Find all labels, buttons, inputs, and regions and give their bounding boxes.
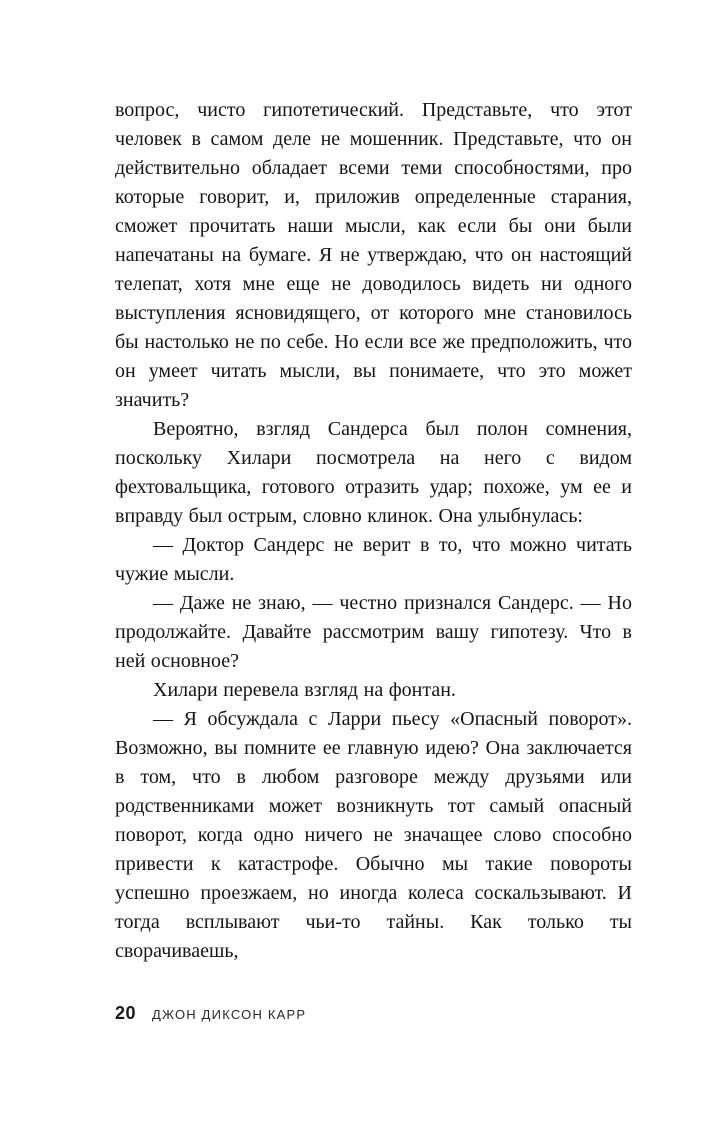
body-paragraph: вопрос, чисто гипотетический. Представьте, что этот человек в самом деле не мошенник. Представьте, что он действительно обладает всеми теми способностями, про которые говорит, и, приложив определенные старания, сможет прочитать наши мысли, как если бы они были напечатаны на бумаге. Я не утверждаю, что он настоящий телепат, хотя мне еще не доводилось видеть ни одного выступления ясновидящего, от которого мне становилось бы настолько не по себе. Но если все же предположить, что он умеет читать мысли, вы понимаете, что это может значить? xyxy=(115,99,632,411)
body-paragraph: Вероятно, взгляд Сандерса был полон сомнения, поскольку Хилари посмотрела на него с видом фехтовальщика, готового отразить удар; похоже, ум ее и вправду был острым, словно клинок. Она улыбнулась: xyxy=(115,418,632,527)
page-number: 20 xyxy=(115,1003,137,1023)
text-block xyxy=(115,96,632,966)
dialogue-paragraph: — Доктор Сандерс не верит в то, что можно читать чужие мысли. xyxy=(115,534,632,585)
dialogue-paragraph: — Даже не знаю, — честно признался Сандерс. — Но продолжайте. Давайте рассмотрим вашу гипотезу. Что в ней основное? xyxy=(115,592,632,672)
body-paragraph: Хилари перевела взгляд на фонтан. xyxy=(153,679,456,701)
dialogue-paragraph: — Я обсуждала с Ларри пьесу «Опасный поворот». Возможно, вы помните ее главную идею? Она заключается в том, что в любом разговоре между друзьями или родственниками может возникнуть тот самый опасный поворот, когда одно ничего не значащее слово способно привести к катастрофе. Обычно мы такие повороты успешно проезжаем, но иногда колеса соскальзывают. И тогда всплывают чьи-то тайны. Как только ты сворачиваешь, xyxy=(115,708,632,962)
page-footer xyxy=(115,1003,306,1024)
running-title: ДЖОН ДИКСОН КАРР xyxy=(152,1007,307,1022)
